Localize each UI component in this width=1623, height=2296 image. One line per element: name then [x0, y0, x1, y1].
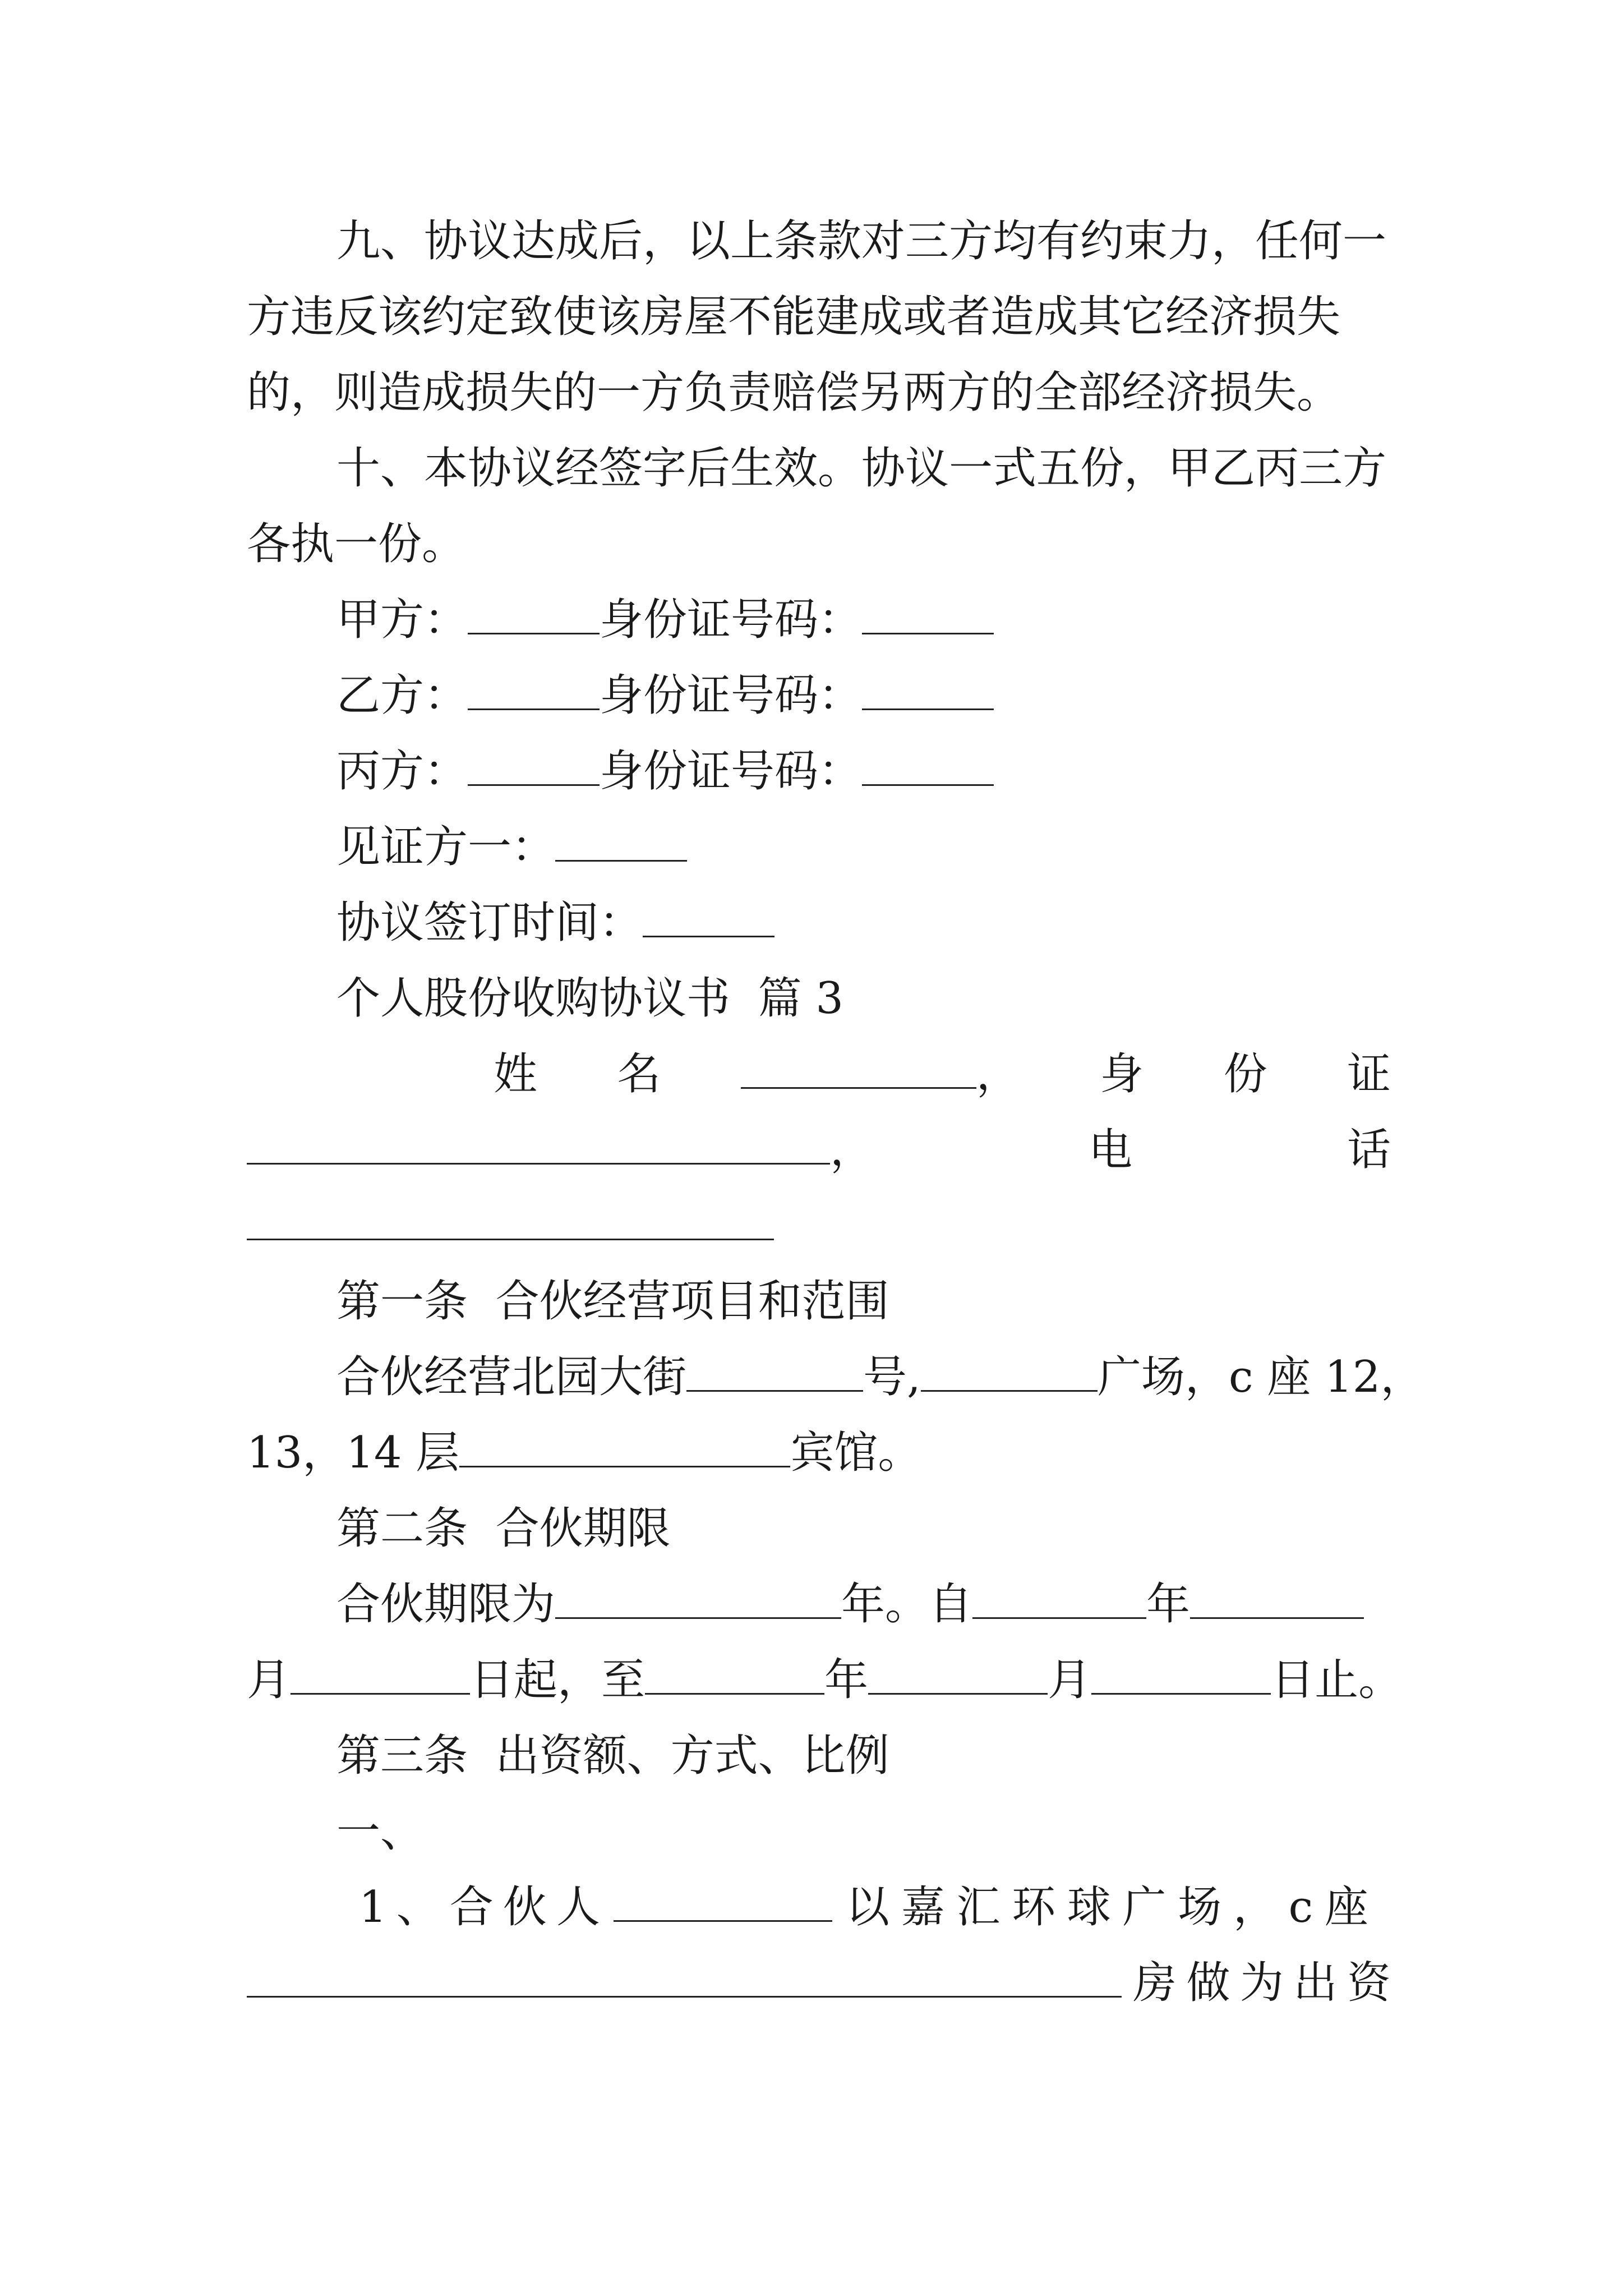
char: ，: [1233, 1882, 1277, 1932]
phone-line: [247, 1198, 774, 1254]
name-char-2: 名: [617, 1049, 661, 1099]
party-c-line: [336, 743, 994, 799]
id-char-1: 身: [1100, 1049, 1144, 1099]
party-c-label: 丙方：: [336, 746, 468, 797]
article-2-text-8: 日止。: [1271, 1655, 1403, 1705]
contribution-text: [846, 1879, 1368, 1935]
char: 出: [1293, 1958, 1338, 2008]
partner-label: [359, 1879, 600, 1935]
char: 环: [1012, 1882, 1056, 1932]
article-2-text-4: 月: [247, 1655, 291, 1705]
party-c-id-blank[interactable]: [862, 744, 994, 786]
name-blank[interactable]: [741, 1047, 976, 1089]
char: 场: [1178, 1882, 1222, 1932]
char: 做: [1186, 1958, 1230, 2008]
article-3-line-1: [359, 1879, 1368, 1935]
party-b-id-blank[interactable]: [862, 668, 994, 710]
phone-blank[interactable]: [247, 1198, 774, 1240]
id-blank[interactable]: [247, 1122, 830, 1165]
char: 球: [1067, 1882, 1111, 1932]
name-comma: ，: [976, 1049, 1020, 1099]
article-2-text-6: 年: [824, 1655, 869, 1705]
article-1-title: 第一条 合伙经营项目和范围: [336, 1276, 889, 1327]
article-1-text-1: 合伙经营北园大街: [336, 1352, 687, 1402]
party-b-id-label: 身份证号码：: [600, 670, 863, 721]
street-number-blank[interactable]: [686, 1350, 863, 1392]
party-a-blank[interactable]: [468, 592, 600, 634]
article-1-line-1: [336, 1349, 1424, 1405]
partner-name-blank[interactable]: [614, 1880, 832, 1922]
end-day-blank[interactable]: [1091, 1653, 1271, 1695]
sign-date-label: 协议签订时间：: [336, 898, 643, 948]
char: 伙: [502, 1882, 547, 1932]
witness-line: [336, 819, 687, 875]
name-id-line: [494, 1046, 1391, 1102]
sign-date-line: [336, 895, 774, 951]
article-2-text-1: 合伙期限为: [336, 1579, 556, 1630]
id-char-2: 份: [1223, 1049, 1267, 1099]
article-2-title: 第二条 合伙期限: [336, 1503, 671, 1554]
party-c-id-label: 身份证号码：: [600, 746, 863, 797]
party-b-line: [336, 668, 994, 724]
start-year-blank[interactable]: [972, 1577, 1146, 1619]
party-b-label: 乙方：: [336, 670, 468, 721]
end-year-blank[interactable]: [645, 1653, 824, 1695]
room-number-blank[interactable]: [247, 1955, 1122, 1998]
article-2-line-2: [247, 1652, 1402, 1708]
char: 、: [396, 1882, 440, 1932]
article-1-line-2: [247, 1425, 921, 1481]
name-field: [741, 1046, 1020, 1102]
end-month-blank[interactable]: [868, 1653, 1048, 1695]
char: 为: [1239, 1958, 1284, 2008]
char: 以: [846, 1882, 890, 1932]
party-c-blank[interactable]: [468, 744, 600, 786]
start-day-blank[interactable]: [291, 1653, 470, 1695]
party-a-id-blank[interactable]: [862, 592, 994, 634]
article-2-text-7: 月: [1048, 1655, 1092, 1705]
id-phone-line: [247, 1122, 1391, 1178]
char: 座: [1324, 1882, 1368, 1932]
party-b-blank[interactable]: [468, 668, 600, 710]
article-1-text-4: 13，14 层: [247, 1428, 460, 1478]
party-a-label: 甲方：: [336, 595, 468, 645]
article-1-text-5: 宾馆。: [790, 1428, 922, 1478]
char: 嘉: [901, 1882, 945, 1932]
name-char-1: 姓: [494, 1049, 538, 1099]
clause-9-line-2: 方违反该约定致使该房屋不能建成或者造成其它经济损失: [247, 292, 1341, 342]
witness-label: 见证方一：: [336, 822, 556, 872]
article-3-title: 第三条 出资额、方式、比例: [336, 1731, 889, 1781]
char: 房: [1133, 1958, 1177, 2008]
plaza-name-blank[interactable]: [921, 1350, 1098, 1392]
clause-9-line-3: 的，则造成损失的一方负责赔偿另两方的全部经济损失。: [247, 367, 1341, 418]
article-1-text-3: 广场，c 座 12，: [1097, 1352, 1424, 1402]
clause-9-line-1: 九、协议达成后，以上条款对三方均有约束力，任何一: [336, 216, 1387, 266]
id-comma: ，: [830, 1125, 874, 1175]
char: 人: [556, 1882, 600, 1932]
article-1-text-2: 号,: [863, 1352, 921, 1402]
phone-char-2: 话: [1347, 1125, 1391, 1175]
party-a-id-label: 身份证号码：: [600, 595, 863, 645]
article-2-line-1: [336, 1576, 1364, 1632]
section-title: 个人股份收购协议书 篇 3: [336, 973, 844, 1024]
contribution-text-2: [1133, 1955, 1391, 2011]
char: 1: [359, 1882, 387, 1932]
article-3-item: 一、: [336, 1806, 425, 1857]
witness-blank[interactable]: [555, 820, 687, 862]
clause-10-line-1: 十、本协议经签字后生效。协议一式五份，甲乙丙三方: [336, 443, 1387, 494]
hotel-name-blank[interactable]: [459, 1425, 790, 1467]
term-years-blank[interactable]: [555, 1577, 841, 1619]
char: 汇: [956, 1882, 1000, 1932]
id-char-3: 证: [1347, 1049, 1391, 1099]
article-2-text-2: 年。自: [841, 1579, 973, 1630]
sign-date-blank[interactable]: [643, 895, 774, 937]
char: c: [1288, 1882, 1313, 1932]
clause-10-line-2: 各执一份。: [247, 519, 466, 569]
start-month-blank[interactable]: [1190, 1577, 1364, 1619]
article-2-text-5: 日起，至: [470, 1655, 645, 1705]
party-a-line: [336, 592, 994, 648]
id-field: [247, 1122, 874, 1178]
article-2-text-3: 年: [1146, 1579, 1191, 1630]
char: 广: [1122, 1882, 1166, 1932]
char: 资: [1347, 1958, 1391, 2008]
char: 合: [449, 1882, 494, 1932]
article-3-line-2: [247, 1955, 1391, 2011]
phone-char-1: 电: [1088, 1125, 1132, 1175]
